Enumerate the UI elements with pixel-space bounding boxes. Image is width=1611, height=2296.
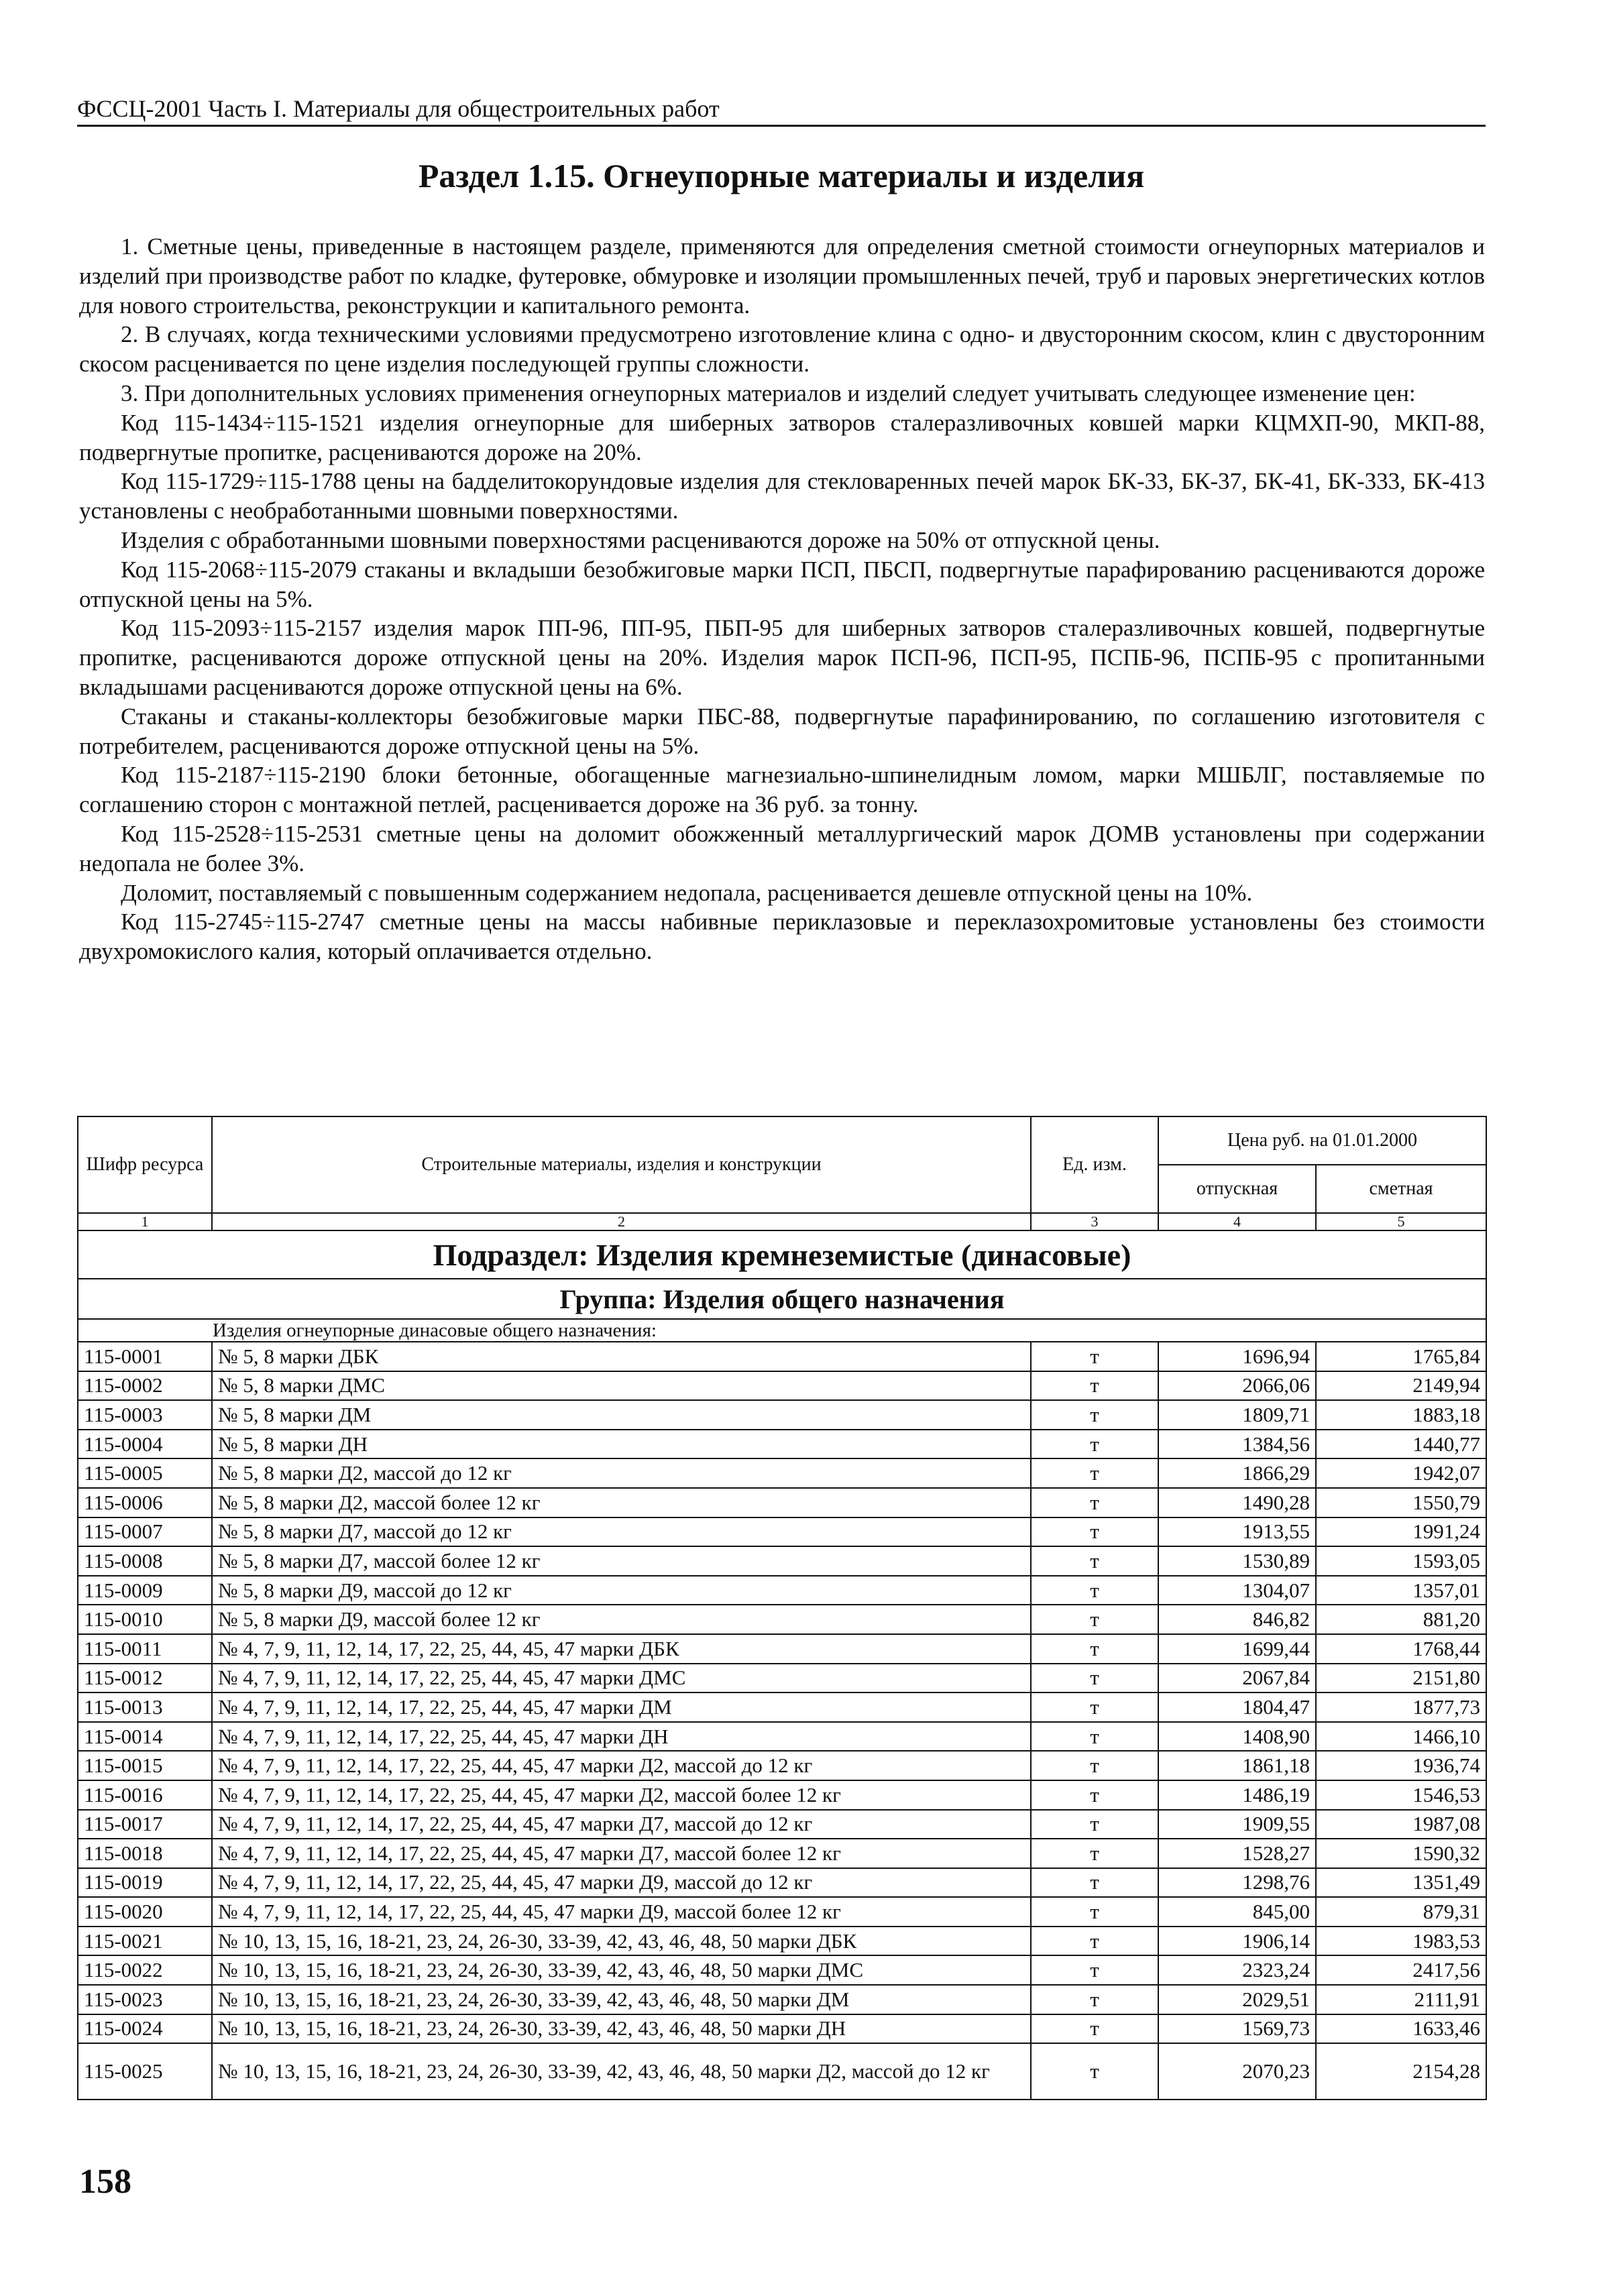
unit: т (1031, 1576, 1158, 1605)
estimate-price: 1546,53 (1316, 1780, 1486, 1810)
paragraph: 2. В случаях, когда техническими условиями предусмотрено изготовление клина с одно- и двусторонним скосом, клин с двусторонним скосом расценивается по цене изделия последующей группы сложности. (79, 321, 1485, 378)
unit: т (1031, 2043, 1158, 2100)
table-row (78, 1897, 1486, 1927)
estimate-price: 1936,74 (1316, 1751, 1486, 1780)
paragraph: Код 115-2093÷115-2157 изделия марок ПП-96, ПП-95, ПБП-95 для шиберных затворов сталеразливочных ковшей, подвергнутые пропитке, расцениваются дороже отпускной цены на 20%. Изделия марок ПСП-96, ПСП-95, ПСПБ-96, ПСПБ-95 с пропитанными вкладышами расцениваются дороже отпускной цены на 6%. (79, 615, 1485, 700)
release-price: 2029,51 (1158, 1985, 1316, 2014)
release-price: 1906,14 (1158, 1927, 1316, 1956)
material-name: № 4, 7, 9, 11, 12, 14, 17, 22, 25, 44, 45, 47 марки ДБК (212, 1634, 1031, 1664)
material-name: № 5, 8 марки Д7, массой до 12 кг (212, 1517, 1031, 1547)
resource-code: 115-0023 (78, 1985, 212, 2014)
release-price: 845,00 (1158, 1897, 1316, 1927)
unit: т (1031, 1664, 1158, 1693)
resource-code: 115-0022 (78, 1955, 212, 1985)
estimate-price: 1633,46 (1316, 2014, 1486, 2044)
resource-code: 115-0024 (78, 2014, 212, 2044)
column-number: 5 (1316, 1213, 1486, 1230)
material-name: № 5, 8 марки Д9, массой более 12 кг (212, 1605, 1031, 1634)
unit: т (1031, 1839, 1158, 1868)
resource-code: 115-0009 (78, 1576, 212, 1605)
unit: т (1031, 1692, 1158, 1722)
release-price: 1408,90 (1158, 1722, 1316, 1752)
paragraph: Доломит, поставляемый с повышенным содержанием недопала, расценивается дешевле отпускной цены на 10%. (121, 879, 1253, 906)
release-price: 846,82 (1158, 1605, 1316, 1634)
release-price: 1528,27 (1158, 1839, 1316, 1868)
estimate-price: 1942,07 (1316, 1458, 1486, 1488)
section-title: Раздел 1.15. Огнеупорные материалы и изделия (418, 157, 1145, 194)
table-row (78, 1342, 1486, 1371)
material-name: № 10, 13, 15, 16, 18-21, 23, 24, 26-30, 33-39, 42, 43, 46, 48, 50 марки ДМС (212, 1955, 1031, 1985)
release-price: 1866,29 (1158, 1458, 1316, 1488)
table-row (78, 1400, 1486, 1430)
material-name: № 4, 7, 9, 11, 12, 14, 17, 22, 25, 44, 45, 47 марки ДМС (212, 1664, 1031, 1693)
unit: т (1031, 1955, 1158, 1985)
estimate-price: 1440,77 (1316, 1430, 1486, 1459)
material-name: № 5, 8 марки ДМ (212, 1400, 1031, 1430)
table-body (78, 1230, 1486, 2100)
release-price: 1861,18 (1158, 1751, 1316, 1780)
paragraph: Код 115-2068÷115-2079 стаканы и вкладыши безобжиговые марки ПСП, ПБСП, подвергнутые парафированию расцениваются дороже отпускной цены на 5%. (79, 556, 1485, 612)
release-price: 1490,28 (1158, 1488, 1316, 1517)
resource-code: 115-0005 (78, 1458, 212, 1488)
unit: т (1031, 1488, 1158, 1517)
paragraph: Изделия с обработанными шовными поверхностями расцениваются дороже на 50% от отпускной цены. (121, 526, 1160, 553)
resource-code: 115-0004 (78, 1430, 212, 1459)
material-name: № 5, 8 марки ДН (212, 1430, 1031, 1459)
table-row (78, 1810, 1486, 1839)
table-row (78, 1780, 1486, 1810)
estimate-price: 1593,05 (1316, 1546, 1486, 1576)
table-row (78, 1751, 1486, 1780)
estimate-price: 1765,84 (1316, 1342, 1486, 1371)
table-row (78, 1839, 1486, 1868)
estimate-price: 1466,10 (1316, 1722, 1486, 1752)
resource-code: 115-0020 (78, 1897, 212, 1927)
group-caption: Изделия огнеупорные динасовые общего назначения: (78, 1319, 1486, 1342)
estimate-price: 2149,94 (1316, 1371, 1486, 1401)
release-price: 1804,47 (1158, 1692, 1316, 1722)
unit: т (1031, 1927, 1158, 1956)
material-name: № 10, 13, 15, 16, 18-21, 23, 24, 26-30, 33-39, 42, 43, 46, 48, 50 марки ДБК (212, 1927, 1031, 1956)
table-row (78, 2043, 1486, 2100)
estimate-price: 1357,01 (1316, 1576, 1486, 1605)
material-name: № 4, 7, 9, 11, 12, 14, 17, 22, 25, 44, 45, 47 марки Д2, массой до 12 кг (212, 1751, 1031, 1780)
resource-code: 115-0021 (78, 1927, 212, 1956)
unit: т (1031, 1458, 1158, 1488)
resource-code: 115-0025 (78, 2043, 212, 2100)
release-price: 2066,06 (1158, 1371, 1316, 1401)
material-name: № 4, 7, 9, 11, 12, 14, 17, 22, 25, 44, 45, 47 марки ДН (212, 1722, 1031, 1752)
release-price: 1569,73 (1158, 2014, 1316, 2044)
resource-code: 115-0017 (78, 1810, 212, 1839)
running-head: ФССЦ-2001 Часть I. Материалы для общестроительных работ (77, 94, 1486, 127)
unit: т (1031, 1722, 1158, 1752)
release-price: 1696,94 (1158, 1342, 1316, 1371)
release-price: 1298,76 (1158, 1868, 1316, 1898)
release-price: 2323,24 (1158, 1955, 1316, 1985)
unit: т (1031, 1985, 1158, 2014)
column-number: 3 (1031, 1213, 1158, 1230)
header-code: Шифр ресурса (78, 1116, 212, 1213)
unit: т (1031, 2014, 1158, 2044)
material-name: № 4, 7, 9, 11, 12, 14, 17, 22, 25, 44, 45, 47 марки Д9, массой до 12 кг (212, 1868, 1031, 1898)
material-name: № 10, 13, 15, 16, 18-21, 23, 24, 26-30, 33-39, 42, 43, 46, 48, 50 марки ДМ (212, 1985, 1031, 2014)
resource-code: 115-0018 (78, 1839, 212, 1868)
unit: т (1031, 1400, 1158, 1430)
column-number: 4 (1158, 1213, 1316, 1230)
resource-code: 115-0012 (78, 1664, 212, 1693)
table-row (78, 1985, 1486, 2014)
unit: т (1031, 1517, 1158, 1547)
intro-text (79, 232, 1485, 966)
group-title: Группа: Изделия общего назначения (78, 1279, 1486, 1319)
release-price: 1809,71 (1158, 1400, 1316, 1430)
table-row (78, 1722, 1486, 1752)
unit: т (1031, 1634, 1158, 1664)
page-number: 158 (79, 2163, 131, 2201)
paragraph: Код 115-2528÷115-2531 сметные цены на доломит обожженный металлургический марок ДОМВ установлены при содержании недопала не более 3%. (79, 820, 1485, 876)
resource-code: 115-0019 (78, 1868, 212, 1898)
resource-code: 115-0007 (78, 1517, 212, 1547)
estimate-price: 1883,18 (1316, 1400, 1486, 1430)
paragraph: 3. При дополнительных условиях применения огнеупорных материалов и изделий следует учитывать следующее изменение цен: (121, 380, 1416, 406)
resource-code: 115-0008 (78, 1546, 212, 1576)
estimate-price: 1991,24 (1316, 1517, 1486, 1547)
resource-code: 115-0011 (78, 1634, 212, 1664)
table-row (78, 1371, 1486, 1401)
estimate-price: 2154,28 (1316, 2043, 1486, 2100)
resource-code: 115-0013 (78, 1692, 212, 1722)
column-number: 2 (212, 1213, 1031, 1230)
unit: т (1031, 1605, 1158, 1634)
table-row (78, 1517, 1486, 1547)
header-unit: Ед. изм. (1031, 1116, 1158, 1213)
unit: т (1031, 1897, 1158, 1927)
table-row (78, 1955, 1486, 1985)
column-numbers-row (78, 1213, 1486, 1230)
release-price: 1913,55 (1158, 1517, 1316, 1547)
table-header (78, 1116, 1486, 1230)
release-price: 2070,23 (1158, 2043, 1316, 2100)
table-row (78, 1927, 1486, 1956)
table-row (78, 1868, 1486, 1898)
table-row (78, 1576, 1486, 1605)
estimate-price: 1768,44 (1316, 1634, 1486, 1664)
table-row (78, 1664, 1486, 1693)
table-row (78, 1546, 1486, 1576)
release-price: 1304,07 (1158, 1576, 1316, 1605)
material-name: № 5, 8 марки Д2, массой более 12 кг (212, 1488, 1031, 1517)
unit: т (1031, 1342, 1158, 1371)
paragraph: 1. Сметные цены, приведенные в настоящем разделе, применяются для определения сметной стоимости огнеупорных материалов и изделий при производстве работ по кладке, футеровке, обмуровке и изоляции промышленных печей, труб и паровых энергетических котлов для нового строительства, реконструкции и капитального ремонта. (79, 233, 1485, 319)
estimate-price: 2151,80 (1316, 1664, 1486, 1693)
release-price: 1530,89 (1158, 1546, 1316, 1576)
estimate-price: 881,20 (1316, 1605, 1486, 1634)
estimate-price: 2417,56 (1316, 1955, 1486, 1985)
material-name: № 5, 8 марки Д7, массой более 12 кг (212, 1546, 1031, 1576)
release-price: 2067,84 (1158, 1664, 1316, 1693)
subsection-title: Подраздел: Изделия кремнеземистые (динасовые) (78, 1230, 1486, 1279)
column-number: 1 (78, 1213, 212, 1230)
estimate-price: 1987,08 (1316, 1810, 1486, 1839)
material-name: № 5, 8 марки ДБК (212, 1342, 1031, 1371)
paragraph: Код 115-2187÷115-2190 блоки бетонные, обогащенные магнезиально-шпинелидным ломом, марки МШБЛГ, поставляемые по соглашению сторон с монтажной петлей, расценивается дороже на 36 руб. за тонну. (79, 762, 1485, 818)
paragraph: Код 115-2745÷115-2747 сметные цены на массы набивные периклазовые и переклазохромитовые установлены без стоимости двухромокислого калия, который оплачивается отдельно. (79, 909, 1485, 965)
paragraph: Код 115-1434÷115-1521 изделия огнеупорные для шиберных затворов сталеразливочных ковшей марки КЦМХП-90, МКП-88, подвергнутые пропитке, расцениваются дороже на 20%. (79, 409, 1485, 465)
header-price-group: Цена руб. на 01.01.2000 (1158, 1116, 1486, 1165)
material-name: № 5, 8 марки ДМС (212, 1371, 1031, 1401)
header-estimate-price: сметная (1316, 1165, 1486, 1213)
estimate-price: 879,31 (1316, 1897, 1486, 1927)
estimate-price: 1590,32 (1316, 1839, 1486, 1868)
material-name: № 4, 7, 9, 11, 12, 14, 17, 22, 25, 44, 45, 47 марки Д7, массой до 12 кг (212, 1810, 1031, 1839)
table-row (78, 1458, 1486, 1488)
material-name: № 4, 7, 9, 11, 12, 14, 17, 22, 25, 44, 45, 47 марки Д9, массой более 12 кг (212, 1897, 1031, 1927)
material-name: № 4, 7, 9, 11, 12, 14, 17, 22, 25, 44, 45, 47 марки ДМ (212, 1692, 1031, 1722)
resource-code: 115-0002 (78, 1371, 212, 1401)
unit: т (1031, 1751, 1158, 1780)
table-row (78, 1488, 1486, 1517)
resource-code: 115-0003 (78, 1400, 212, 1430)
resource-code: 115-0006 (78, 1488, 212, 1517)
resource-code: 115-0015 (78, 1751, 212, 1780)
estimate-price: 1983,53 (1316, 1927, 1486, 1956)
material-name: № 10, 13, 15, 16, 18-21, 23, 24, 26-30, 33-39, 42, 43, 46, 48, 50 марки ДН (212, 2014, 1031, 2044)
table-row (78, 1692, 1486, 1722)
material-name: № 4, 7, 9, 11, 12, 14, 17, 22, 25, 44, 45, 47 марки Д2, массой более 12 кг (212, 1780, 1031, 1810)
unit: т (1031, 1546, 1158, 1576)
unit: т (1031, 1430, 1158, 1459)
table-row (78, 1430, 1486, 1459)
resource-code: 115-0010 (78, 1605, 212, 1634)
material-name: № 10, 13, 15, 16, 18-21, 23, 24, 26-30, 33-39, 42, 43, 46, 48, 50 марки Д2, массой до 12 кг (212, 2043, 1031, 2100)
release-price: 1486,19 (1158, 1780, 1316, 1810)
header-name: Строительные материалы, изделия и конструкции (212, 1116, 1031, 1213)
header-release-price: отпускная (1158, 1165, 1316, 1213)
unit: т (1031, 1371, 1158, 1401)
material-name: № 5, 8 марки Д9, массой до 12 кг (212, 1576, 1031, 1605)
price-table (77, 1116, 1487, 2100)
material-name: № 5, 8 марки Д2, массой до 12 кг (212, 1458, 1031, 1488)
table-row (78, 1605, 1486, 1634)
unit: т (1031, 1810, 1158, 1839)
table-row (78, 1634, 1486, 1664)
table-row (78, 2014, 1486, 2044)
resource-code: 115-0014 (78, 1722, 212, 1752)
estimate-price: 1877,73 (1316, 1692, 1486, 1722)
estimate-price: 2111,91 (1316, 1985, 1486, 2014)
estimate-price: 1550,79 (1316, 1488, 1486, 1517)
release-price: 1909,55 (1158, 1810, 1316, 1839)
unit: т (1031, 1868, 1158, 1898)
paragraph: Код 115-1729÷115-1788 цены на бадделитокорундовые изделия для стекловаренных печей марок БК-33, БК-37, БК-41, БК-333, БК-413 установлены с необработанными шовными поверхностями. (79, 468, 1485, 524)
release-price: 1699,44 (1158, 1634, 1316, 1664)
material-name: № 4, 7, 9, 11, 12, 14, 17, 22, 25, 44, 45, 47 марки Д7, массой более 12 кг (212, 1839, 1031, 1868)
paragraph: Стаканы и стаканы-коллекторы безобжиговые марки ПБС-88, подвергнутые парафинированию, по соглашению изготовителя с потребителем, расцениваются дороже отпускной цены на 5%. (79, 703, 1485, 759)
unit: т (1031, 1780, 1158, 1810)
release-price: 1384,56 (1158, 1430, 1316, 1459)
estimate-price: 1351,49 (1316, 1868, 1486, 1898)
resource-code: 115-0016 (78, 1780, 212, 1810)
resource-code: 115-0001 (78, 1342, 212, 1371)
